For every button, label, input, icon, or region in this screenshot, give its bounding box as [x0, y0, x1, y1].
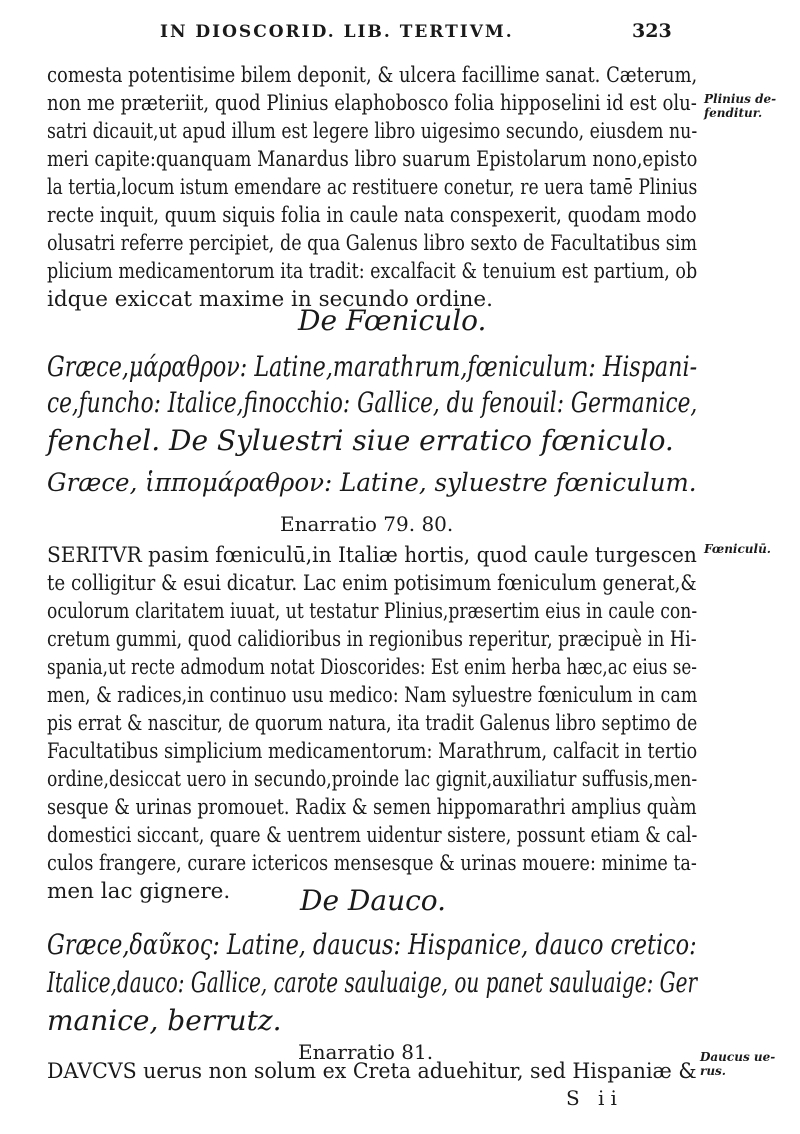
running-title: IN DIOSCORID. LIB. TERTIVM. — [160, 22, 514, 42]
text-line: comesta potentisime bilem deponit, & ulcera facillime sanat. Cæterum, — [47, 63, 698, 88]
text-line: men, & radices,in continuo usu medico: Nam syluestre fœniculum in cam — [47, 683, 698, 708]
names-line: Græce,δαῦκος: Latine, daucus: Hispanice, dauco cretico: — [47, 928, 697, 961]
page-number: 323 — [632, 20, 672, 42]
text-line: pis errat & nascitur, de quorum natura, ita tradit Galenus libro septimo de — [47, 711, 698, 736]
names-line: manice, berrutz. — [47, 1004, 282, 1037]
text-line: domestici siccant, quare & uentrem uidentur sistere, possunt etiam & cal- — [47, 823, 698, 848]
names-line: Græce,μάραθρον: Latine,marathrum,fœniculum: Hispani- — [47, 350, 698, 383]
text-line: plicium medicamentorum ita tradit: excalfacit & tenuium est partium, ob — [47, 259, 698, 284]
names-line: ce,funcho: Italice,finocchio: Gallice, du fenouil: Germanice, — [47, 386, 698, 419]
text-line: satri dicauit,ut apud illum est legere libro uigesimo secundo, eiusdem nu- — [47, 119, 698, 144]
text-line: culos frangere, curare ictericos mensesque & urinas mouere: minime ta- — [47, 851, 697, 876]
marginal-note-foeniculum: Fœniculū. — [704, 542, 771, 556]
enarratio-label: Enarratio 79. 80. — [280, 512, 454, 536]
names-line: Italice,dauco: Gallice, carote sauluaige, ou panet sauluaige: Ger — [47, 966, 697, 999]
text-line: sesque & urinas promouet. Radix & semen hippomarathri amplius quàm — [47, 795, 697, 820]
text-line: olusatri referre percipiet, de qua Galenus libro sexto de Facultatibus sim — [47, 231, 698, 256]
text-line: la tertia,locum istum emendare ac restituere conetur, re uera tamē Plinius — [47, 175, 698, 200]
marginal-note-plinius: Plinius de- fenditur. — [704, 92, 777, 120]
signature-mark: S ii — [566, 1086, 623, 1110]
names-line: Græce, ἱππομάραθρον: Latine, syluestre fœniculum. — [47, 468, 697, 497]
text-line: oculorum claritatem iuuat, ut testatur Plinius,præsertim eius in caule con- — [47, 599, 698, 624]
text-line: ordine,desiccat uero in secundo,proinde lac gignit,auxiliatur suffusis,men- — [47, 767, 698, 792]
section-heading-dauco: De Dauco. — [300, 884, 447, 917]
text-line: idque exiccat maxime in secundo ordine. — [47, 287, 493, 312]
text-line: meri capite:quanquam Manardus libro suarum Epistolarum nono,episto — [47, 147, 698, 172]
text-line: non me præteriit, quod Plinius elaphobosco folia hipposelini id est olu- — [47, 91, 697, 116]
text-line: DAVCVS uerus non solum ex Creta aduehitur, sed Hispaniæ & — [47, 1059, 697, 1084]
enarratio-label: Enarratio 81. — [298, 1040, 434, 1064]
text-line: spania,ut recte admodum notat Dioscorides: Est enim herba hæc,ac eius se- — [47, 655, 697, 680]
text-line: Facultatibus simplicium medicamentorum: Marathrum, calfacit in tertio — [47, 739, 698, 764]
text-line: men lac gignere. — [47, 879, 231, 904]
text-line: SERITVR pasim fœniculū,in Italiæ hortis, quod caule turgescen — [47, 543, 697, 568]
marginal-note-daucus: Daucus ue- rus. — [700, 1050, 776, 1078]
section-heading-foeniculum: De Fœniculo. — [298, 304, 487, 337]
text-line: cretum gummi, quod calidioribus in regionibus reperitur, præcipuè in Hi- — [47, 627, 697, 652]
names-line: fenchel. De Syluestri siue erratico fœniculo. — [47, 424, 674, 457]
text-line: te colligitur & esui dicatur. Lac enim potisimum fœniculum generat,& — [47, 571, 697, 596]
text-line: recte inquit, quum siquis folia in caule nata conspexerit, quodam modo — [47, 203, 697, 228]
